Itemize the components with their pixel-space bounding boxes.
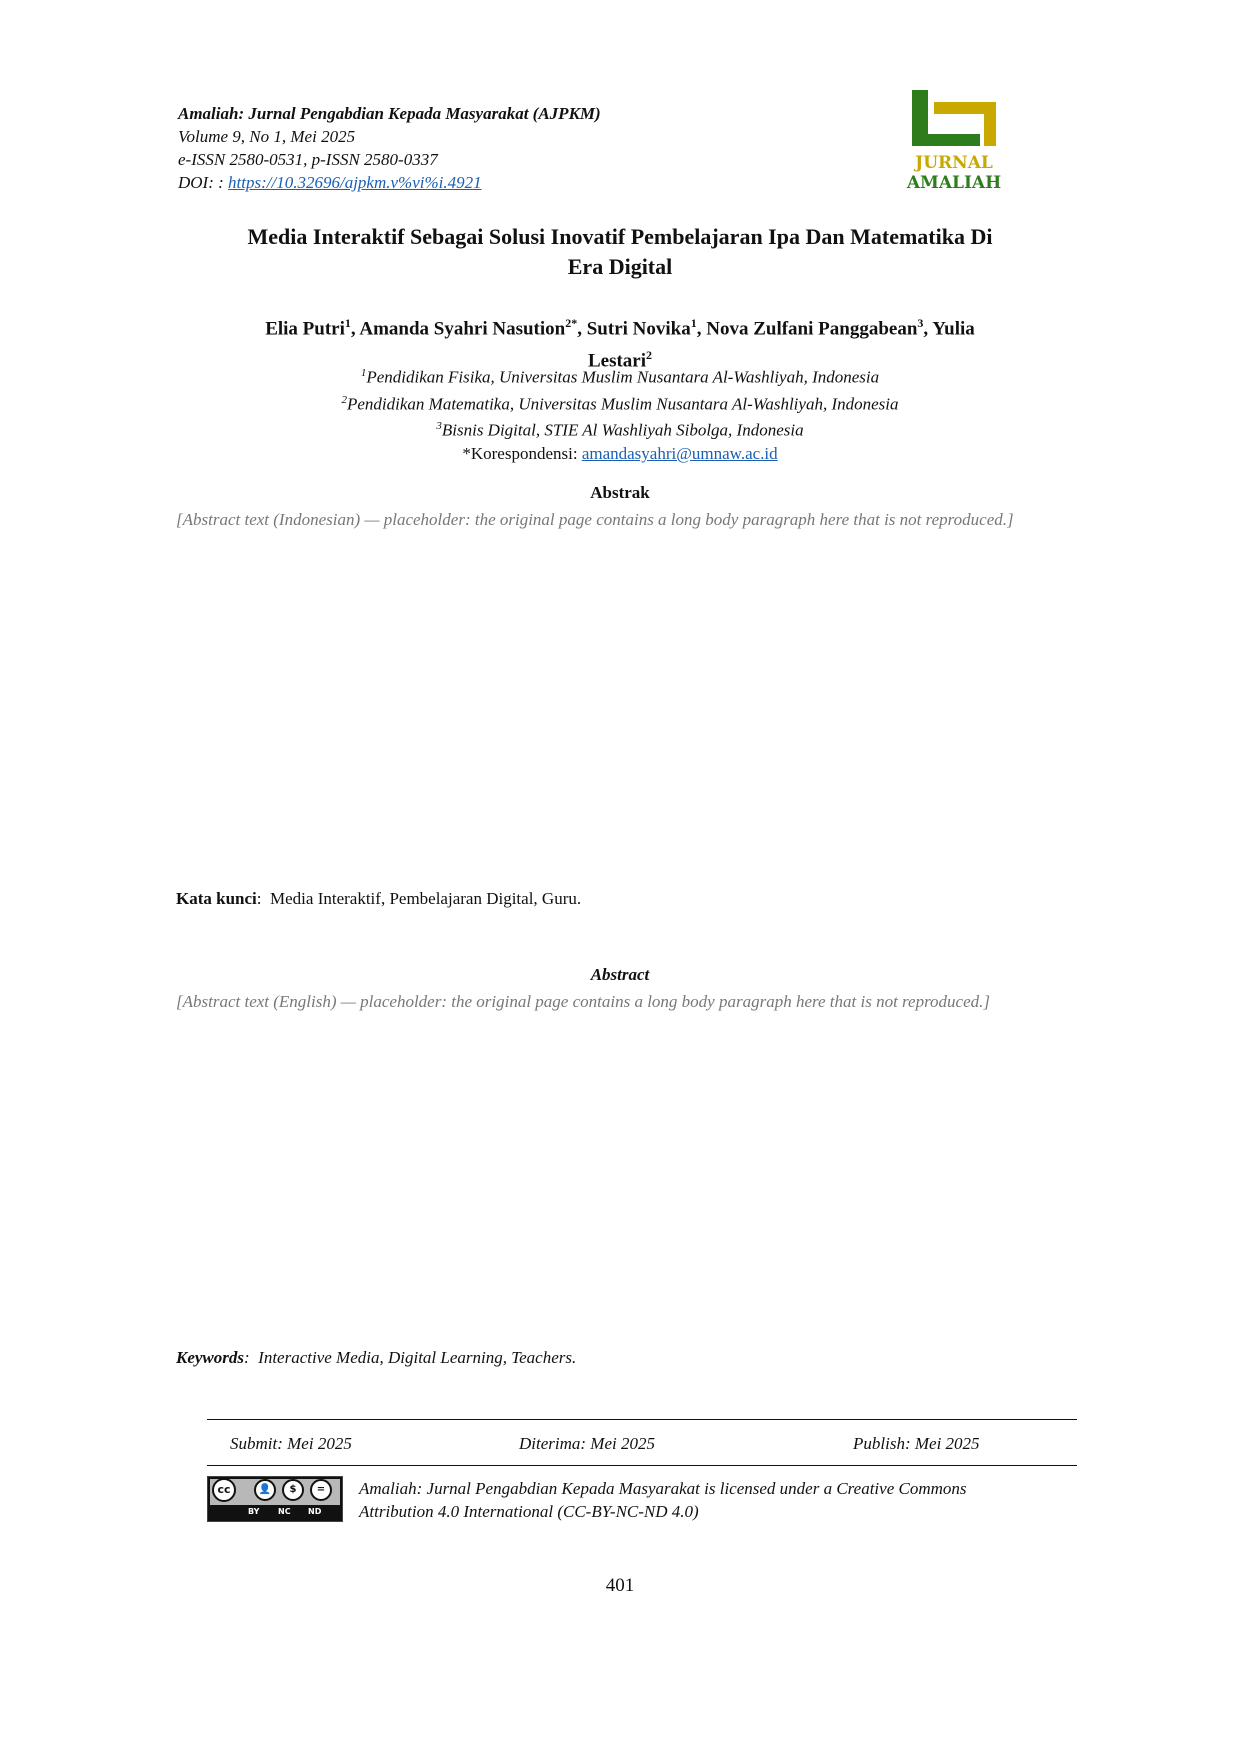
keywords: Keywords: Interactive Media, Digital Learning, Teachers. [176, 1348, 577, 1367]
doi-link[interactable]: https://10.32696/ajpkm.v%vi%i.4921 [228, 173, 482, 192]
journal-volume: Volume 9, No 1, Mei 2025 [178, 127, 356, 146]
non-commercial-icon: $ [282, 1479, 304, 1501]
affiliations [160, 362, 1080, 465]
no-derivatives-icon: = [310, 1479, 332, 1501]
doi-label: DOI: : [178, 173, 229, 192]
kata-kunci: Kata kunci: Media Interaktif, Pembelajaran Digital, Guru. [176, 889, 582, 908]
author-sup: 2 [646, 348, 653, 363]
correspondence-label: *Korespondensi: [462, 443, 582, 463]
author-sup: 2* [565, 316, 578, 330]
author-name: Elia Putri [265, 318, 345, 340]
journal-header [178, 102, 798, 194]
abstract-body: [Abstract text (English) — placeholder: the original page contains a long body paragraph here that is not reproduced.] [176, 992, 991, 1011]
submit-date: Submit: Mei 2025 [230, 1434, 352, 1453]
cc-icon: cc [212, 1478, 236, 1502]
author-name: Yulia [932, 318, 975, 340]
cc-badge-labels: BY NC ND [248, 1507, 322, 1516]
publish-date: Publish: Mei 2025 [853, 1434, 980, 1453]
journal-name: Amaliah: Jurnal Pengabdian Kepada Masyarakat (AJPKM) [178, 104, 601, 123]
cc-license-badge-icon[interactable] [207, 1476, 343, 1522]
abstract-heading: Abstract [590, 965, 650, 984]
affiliation-1: $^1$Pendidikan Fisika, Universitas Muslim Nusantara Al-Washliyah, Indonesia [360, 367, 880, 387]
logo-text-jurnal: JURNAL [915, 153, 993, 173]
attribution-icon: 👤 [254, 1479, 276, 1501]
keywords-label: Keywords [176, 1348, 244, 1367]
affiliation-2: $^2$Pendidikan Matematika, Universitas Muslim Nusantara Al-Washliyah, Indonesia [341, 393, 899, 414]
kata-kunci-text: Media Interaktif, Pembelajaran Digital, Guru. [270, 889, 582, 908]
title-line-2: Era Digital [567, 254, 673, 279]
journal-issn: e-ISSN 2580-0531, p-ISSN 2580-0337 [178, 150, 438, 169]
license-line-1: Amaliah: Jurnal Pengabdian Kepada Masyarakat is licensed under a Creative Commons [359, 1479, 967, 1498]
abstrak-heading: Abstrak [590, 483, 650, 502]
divider-bottom [207, 1465, 1077, 1466]
license-text [359, 1477, 1079, 1523]
license-line-2: Attribution 4.0 International (CC-BY-NC-ND 4.0) [359, 1502, 699, 1521]
title-line-1: Media Interaktif Sebagai Solusi Inovatif Pembelajaran Ipa Dan Matematika Di [247, 224, 993, 249]
page-number: 401 [605, 1575, 635, 1596]
journal-logo [900, 88, 1008, 200]
divider-top [207, 1419, 1077, 1420]
accepted-date: Diterima: Mei 2025 [519, 1434, 655, 1453]
paper-title [160, 222, 1080, 282]
abstrak-body: [Abstract text (Indonesian) — placeholder: the original page contains a long body paragraph here that is not reproduced.] [176, 510, 1014, 529]
correspondence [160, 442, 1080, 465]
authors-line-1: Elia Putri$^1$, Amanda Syahri Nasution$^{2*}$, Sutri Novika$^1$, Nova Zulfani Panggabean$^3$, Yulia [265, 316, 975, 340]
author-name: Lestari [587, 350, 647, 372]
affiliation-3: $^3$Bisnis Digital, STIE Al Washliyah Sibolga, Indonesia [436, 420, 804, 440]
journal-doi [178, 171, 798, 194]
author-name: Sutri Novika [586, 318, 691, 340]
author-sup: 1 [344, 316, 351, 330]
logo-mark-icon [900, 88, 1008, 154]
author-sup: 1 [690, 316, 697, 330]
keywords-text: Interactive Media, Digital Learning, Teachers. [258, 1348, 577, 1367]
logo-text-amaliah: AMALIAH [906, 173, 1002, 193]
correspondence-email-link[interactable]: amandasyahri@umnaw.ac.id [581, 443, 778, 463]
author-name: Nova Zulfani Panggabean [706, 318, 918, 340]
submission-dates [207, 1434, 1077, 1458]
author-name: Amanda Syahri Nasution [359, 318, 566, 340]
author-sup: 3 [917, 316, 924, 330]
kata-kunci-label: Kata kunci [176, 889, 257, 908]
